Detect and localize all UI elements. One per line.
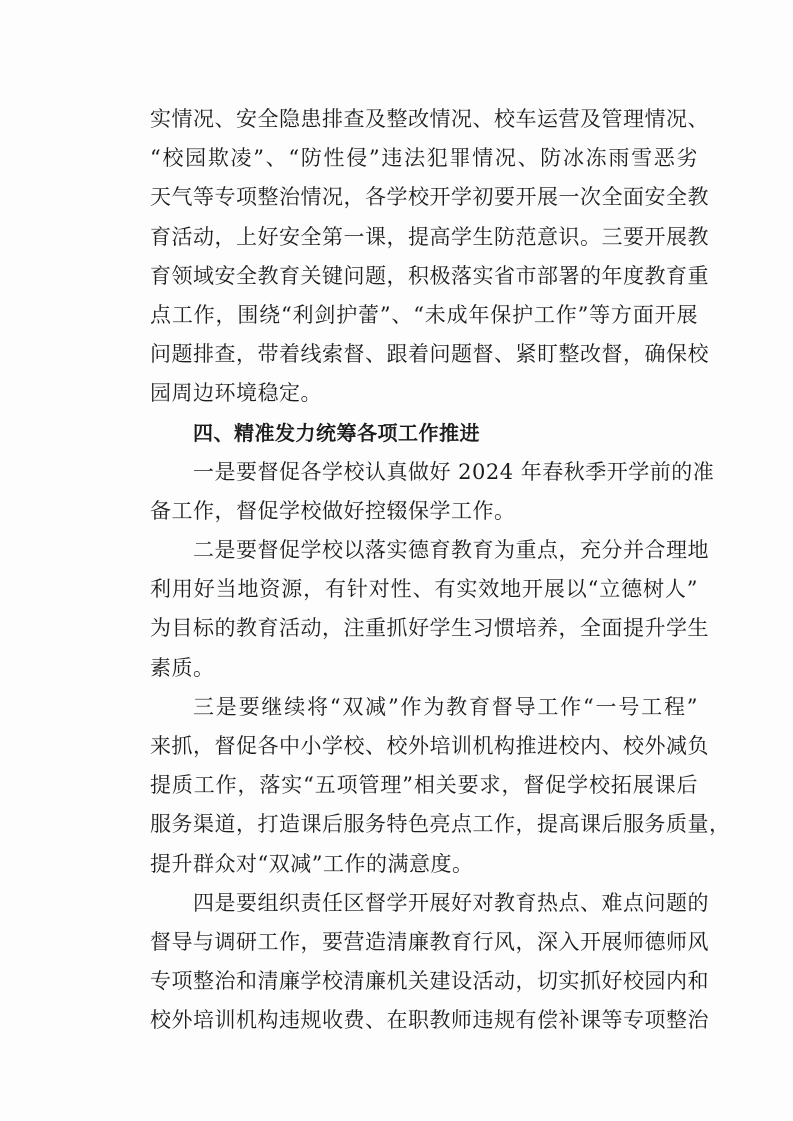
heading-text: 四、精准发力统筹各项工作推进 xyxy=(193,420,480,445)
text-line: 提升群众对“双减”工作的满意度。 xyxy=(150,851,474,876)
text-line: 点工作，围绕“利剑护蕾”、“未成年保护工作”等方面开展 xyxy=(150,302,698,327)
text-line: 问题排查，带着线索督、跟着问题督、紧盯整改督，确保校 xyxy=(150,342,709,367)
paragraph xyxy=(150,688,731,884)
paragraph xyxy=(150,884,709,1041)
text-line: 服务渠道，打造课后服务特色亮点工作，提高课后服务质量， xyxy=(150,812,731,837)
text-line: 四是要组织责任区督学开展好对教育热点、难点问题的 xyxy=(193,890,709,915)
text-line: 来抓，督促各中小学校、校外培训机构推进校内、校外减负 xyxy=(150,734,709,758)
paragraph xyxy=(150,531,709,688)
text-line: 二是要督促学校以落实德育教育为重点，充分并合理地 xyxy=(193,538,709,563)
text-line: 园周边环境稳定。 xyxy=(150,381,322,406)
document-body xyxy=(150,100,731,1041)
text-line: “校园欺凌”、“防性侵”违法犯罪情况、防冰冻雨雪恶劣 xyxy=(150,146,698,171)
paragraph xyxy=(150,453,715,531)
text-line: 天气等专项整治情况，各学校开学初要开展一次全面安全教 xyxy=(150,185,709,210)
text-line: 为目标的教育活动，注重抓好学生习惯培养，全面提升学生 xyxy=(150,616,709,641)
text-line: 一是要督促各学校认真做好 2024 年春秋季开学前的准 xyxy=(193,459,715,484)
text-line: 实情况、安全隐患排查及整改情况、校车运营及管理情况、 xyxy=(150,107,709,131)
text-line: 提质工作，落实“五项管理”相关要求，督促学校拓展课后 xyxy=(150,773,698,798)
text-line: 三是要继续将“双减”作为教育督导工作“一号工程” xyxy=(193,694,698,719)
text-line: 督导与调研工作，要营造清廉教育行风，深入开展师德师风 xyxy=(150,929,709,954)
section-heading xyxy=(150,414,698,453)
text-line: 专项整治和清廉学校清廉机关建设活动，切实抓好校园内和 xyxy=(150,969,709,994)
text-line: 育活动，上好安全第一课，提高学生防范意识。三要开展教 xyxy=(150,224,709,249)
text-line: 校外培训机构违规收费、在职教师违规有偿补课等专项整治 xyxy=(150,1008,709,1033)
text-line: 利用好当地资源，有针对性、有实效地开展以“立德树人” xyxy=(150,577,698,602)
text-line: 素质。 xyxy=(150,655,215,680)
text-line: 育领域安全教育关键问题，积极落实省市部署的年度教育重 xyxy=(150,263,709,288)
paragraph-continuation xyxy=(150,100,709,414)
text-line: 备工作，督促学校做好控辍保学工作。 xyxy=(150,498,516,523)
